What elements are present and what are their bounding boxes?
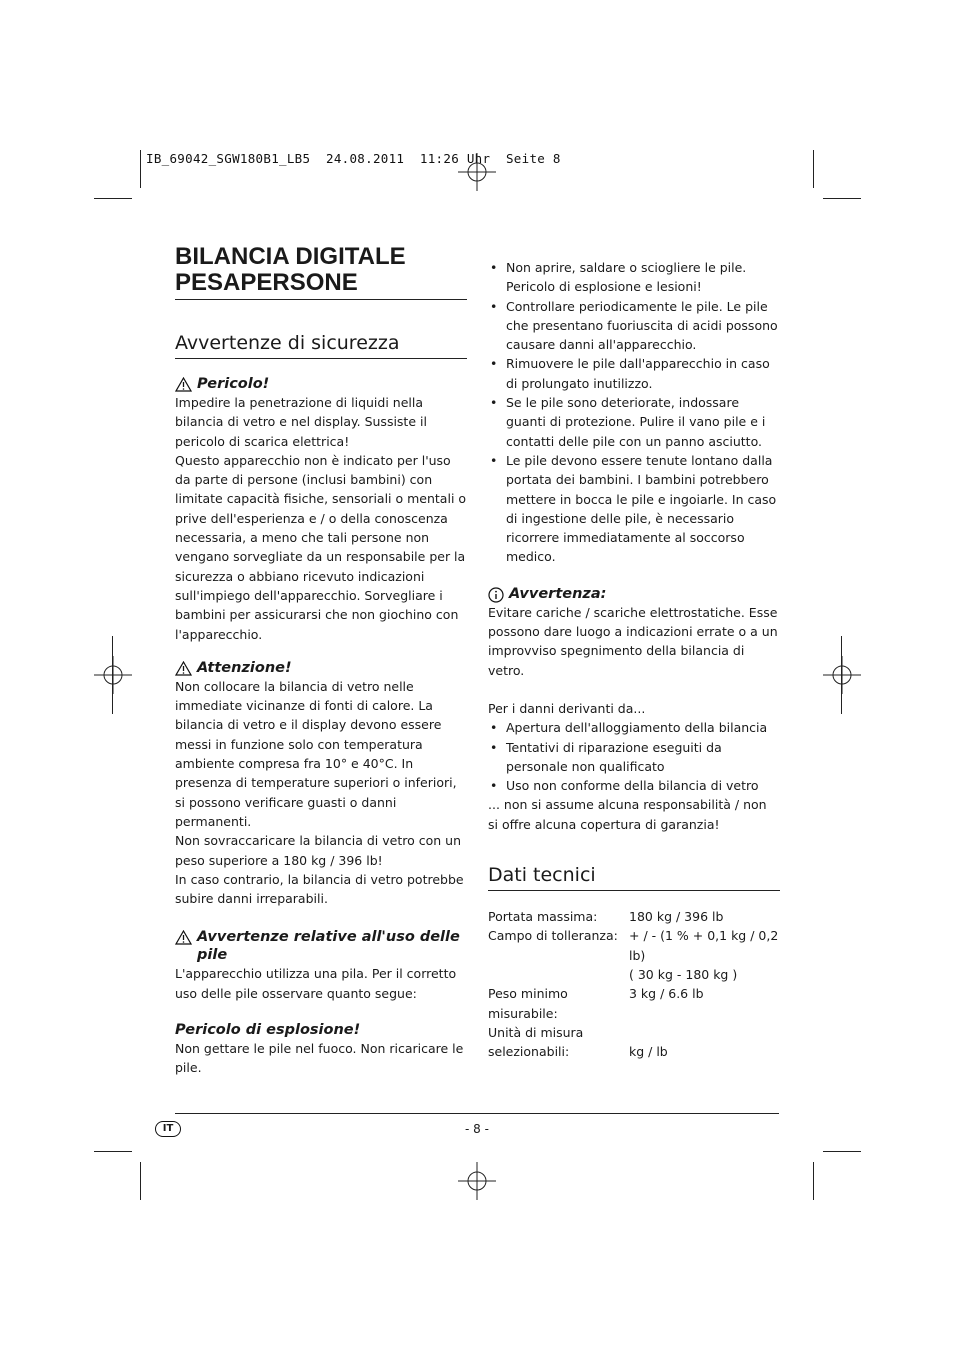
table-row: selezionabili: kg / lb xyxy=(488,1044,668,1060)
table-row: ( 30 kg - 180 kg ) xyxy=(629,966,738,982)
danger-text-1: Impedire la penetrazione di liquidi nella bilancia di vetro e nel display. Sussiste il pericolo di scarica elettrica! xyxy=(175,395,427,449)
info-circle-icon xyxy=(488,587,504,603)
attention-text-2: Non sovraccaricare la bilancia di vetro con un peso superiore a 180 kg / 396 lb! xyxy=(175,833,461,868)
list-item: • Se le pile sono deteriorate, indossare guanti di protezione. Pulire il vano pile e i contatti delle pile con un panno asciutto. xyxy=(488,393,780,451)
crop-mark xyxy=(823,1151,861,1152)
attention-text-3: In caso contrario, la bilancia di vetro potrebbe subire danni irreparabili. xyxy=(175,871,464,907)
tech-data-table xyxy=(488,907,780,1061)
table-row: Peso minimo misurabile: 3 kg / 6.6 lb xyxy=(488,986,704,1021)
list-item: • Non aprire, saldare o sciogliere le pile. Pericolo di esplosione e lesioni! xyxy=(488,258,780,297)
battery-heading: Avvertenze relative all'uso delle pile xyxy=(175,928,467,964)
list-item: • Le pile devono essere tenute lontano dalla portata dei bambini. I bambini potrebbero mettere in bocca le pile e ingoiarle. In caso di ingestione delle pile, è necessario ricorrere immediatamente al soccorso medico. xyxy=(488,451,780,567)
list-item: • Apertura dell'alloggiamento della bilancia xyxy=(488,718,780,737)
explosion-text: Non gettare le pile nel fuoco. Non ricaricare le pile. xyxy=(175,1041,464,1076)
registration-mark-icon xyxy=(458,153,496,191)
crop-mark xyxy=(112,636,113,714)
explosion-heading: Pericolo di esplosione! xyxy=(175,1022,361,1039)
list-item: • Tentativi di riparazione eseguiti da personale non qualificato xyxy=(488,738,780,777)
tech-section-title: Dati tecnici xyxy=(488,864,780,891)
crop-mark xyxy=(841,636,842,714)
registration-mark-icon xyxy=(458,1162,496,1200)
warning-triangle-icon xyxy=(175,930,192,945)
crop-mark xyxy=(813,1162,814,1200)
warning-triangle-icon xyxy=(175,377,192,392)
crop-mark xyxy=(94,198,132,199)
crop-mark xyxy=(94,1151,132,1152)
left-column xyxy=(175,244,467,1078)
crop-mark xyxy=(823,198,861,199)
crop-mark xyxy=(140,150,141,188)
list-item: • Uso non conforme della bilancia di vetro xyxy=(488,776,780,795)
damages-outro: ... non si assume alcuna responsabilità / non si offre alcuna copertura di garanzia! xyxy=(488,797,767,832)
battery-text: L'apparecchio utilizza una pila. Per il corretto uso delle pile osservare quanto segue: xyxy=(175,966,457,1001)
attention-text-1: Non collocare la bilancia di vetro nelle immediate vicinanze di fonti di calore. La bilancia di vetro e il display devono essere messi in funzione solo con temperatura ambiente compresa fra 10° e 40°C. In presenza di temperature superiori o inferiori, si possono verificare guasti o danni permanenti. xyxy=(175,678,457,829)
right-column xyxy=(488,258,780,1061)
damages-bullet-list xyxy=(488,718,780,795)
list-item: • Controllare periodicamente le pile. Le pile che presentano fuoriuscita di acidi possono causare danni all'apparecchio. xyxy=(488,297,780,355)
page-title: BILANCIA DIGITALE PESAPERSONE xyxy=(175,244,467,300)
print-header: IB_69042_SGW180B1_LB5 24.08.2011 11:26 Uhr Seite 8 xyxy=(146,151,561,166)
table-row: Unità di misura xyxy=(488,1024,584,1040)
crop-mark xyxy=(813,150,814,188)
warning-triangle-icon xyxy=(175,661,192,676)
registration-mark-icon xyxy=(94,656,132,694)
battery-bullet-list xyxy=(488,258,780,567)
registration-mark-icon xyxy=(823,656,861,694)
table-row: Portata massima: 180 kg / 396 lb xyxy=(488,909,724,925)
table-row: Campo di tolleranza: + / - (1 % + 0,1 kg / 0,2 lb) xyxy=(488,928,779,963)
notice-text: Evitare cariche / scariche elettrostatiche. Esse possono dare luogo a indicazioni errate o a un improvviso spegnimento della bilancia di vetro. xyxy=(488,604,778,678)
footer-divider xyxy=(175,1113,779,1114)
notice-heading: Avvertenza: xyxy=(488,585,780,603)
danger-heading: Pericolo! xyxy=(175,375,467,393)
list-item: • Rimuovere le pile dall'apparecchio in caso di prolungato inutilizzo. xyxy=(488,354,780,393)
damages-intro: Per i danni derivanti da... xyxy=(488,700,646,716)
safety-section-title: Avvertenze di sicurezza xyxy=(175,332,467,359)
crop-mark xyxy=(140,1162,141,1200)
page-number: - 8 - xyxy=(465,1122,489,1136)
language-badge: IT xyxy=(155,1121,181,1137)
danger-text-2: Questo apparecchio non è indicato per l'uso da parte di persone (inclusi bambini) con limitate capacità fisiche, sensoriali o mentali o prive dell'esperienza e / o della conoscenza necessaria, a meno che tali persone non vengano sorvegliate da un responsabile per la sicurezza o abbiano ricevuto indicazioni sull'impiego dell'apparecchio. Sorvegliare i bambini per assicurarsi che non giochino con l'apparecchio. xyxy=(175,452,467,642)
attention-heading: Attenzione! xyxy=(175,659,467,677)
